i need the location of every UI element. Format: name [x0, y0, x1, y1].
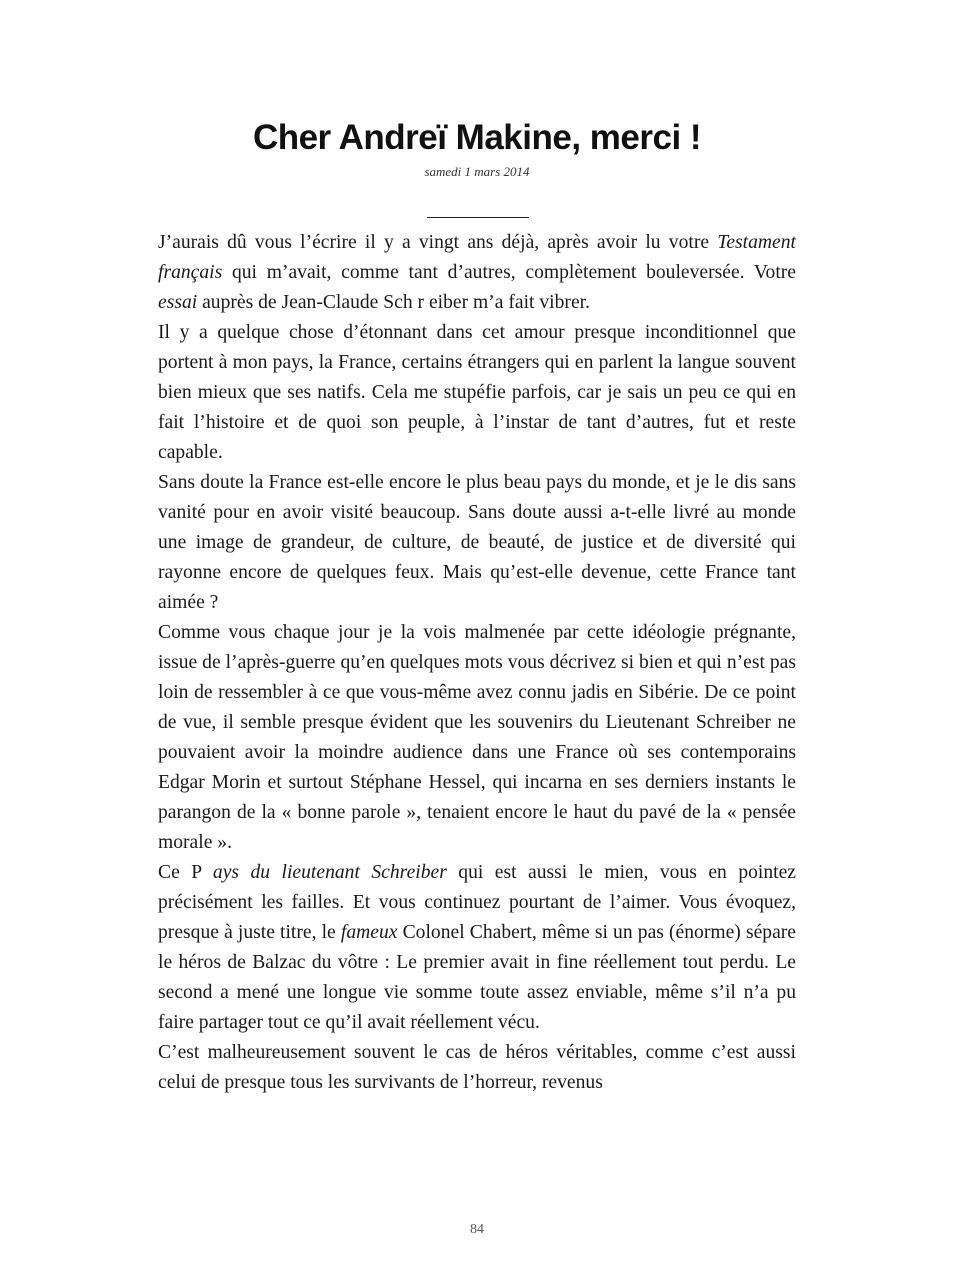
- paragraph-5-text-e: Colonel Chabert, même si un pas (énorme) sépare le héros de Balzac du vôtre : Le premier avait in fine réellement tout perdu. Le second a mené une longue vie somme toute assez enviable, même s’il n’a pu faire partager tout ce qu’il avait réellement vécu.: [158, 922, 796, 1033]
- italic-essai: essai: [158, 292, 198, 313]
- paragraph-1-text-e: auprès de Jean-Claude Sch r eiber m’a fait vibrer.: [197, 292, 590, 313]
- paragraph-5: [158, 858, 796, 1038]
- paragraph-1: [158, 228, 796, 318]
- book-title-testament-francais: Testament français: [158, 232, 796, 283]
- article-body: [158, 228, 796, 1098]
- paragraph-5-text-a: Ce P: [158, 862, 213, 883]
- book-title-pays-du-lieutenant: ays du lieutenant Schreiber: [212, 862, 447, 883]
- paragraph-5-text-c: qui est aussi le mien, vous en pointez précisément les failles. Et vous continuez pourtant de l’aimer. Vous évoquez, presque à juste titre, le: [158, 862, 796, 943]
- title-separator: [427, 217, 529, 218]
- publication-date: samedi 1 mars 2014: [424, 164, 530, 179]
- paragraph-3: Sans doute la France est-elle encore le plus beau pays du monde, et je le dis sans vanité pour en avoir visité beaucoup. Sans doute aussi a-t-elle livré au monde une image de grandeur, de culture, de beauté, de justice et de diversité qui rayonne encore de quelques feux. Mais qu’est-elle devenue, cette France tant aimée ?: [158, 472, 796, 613]
- italic-fameux: fameux: [340, 922, 398, 943]
- paragraph-1-text-c: qui m’avait, comme tant d’autres, complètement bouleversée. Votre: [222, 262, 796, 283]
- paragraph-4: Comme vous chaque jour je la vois malmenée par cette idéologie prégnante, issue de l’après-guerre qu’en quelques mots vous décrivez si bien et qui n’est pas loin de ressembler à ce que vous-même avez connu jadis en Sibérie. De ce point de vue, il semble presque évident que les souvenirs du Lieutenant Schreiber ne pouvaient avoir la moindre audience dans une France où ses contemporains Edgar Morin et surtout Stéphane Hessel, qui incarna en ses derniers instants le parangon de la « bonne parole », tenaient encore le haut du pavé de la « pensée morale ».: [158, 622, 796, 853]
- page-number: 84: [470, 1222, 484, 1237]
- paragraph-2: Il y a quelque chose d’étonnant dans cet amour presque inconditionnel que portent à mon pays, la France, certains étrangers qui en parlent la langue souvent bien mieux que ses natifs. Cela me stupéfie parfois, car je sais un peu ce qui en fait l’histoire et de quoi son peuple, à l’instar de tant d’autres, fut et reste capable.: [158, 322, 796, 463]
- paragraph-6: C’est malheureusement souvent le cas de héros véritables, comme c’est aussi celui de presque tous les survivants de l’horreur, revenus: [158, 1042, 796, 1093]
- page-title: Cher Andreï Makine, merci !: [252, 118, 702, 157]
- paragraph-1-text-a: J’aurais dû vous l’écrire il y a vingt ans déjà, après avoir lu votre: [158, 232, 718, 253]
